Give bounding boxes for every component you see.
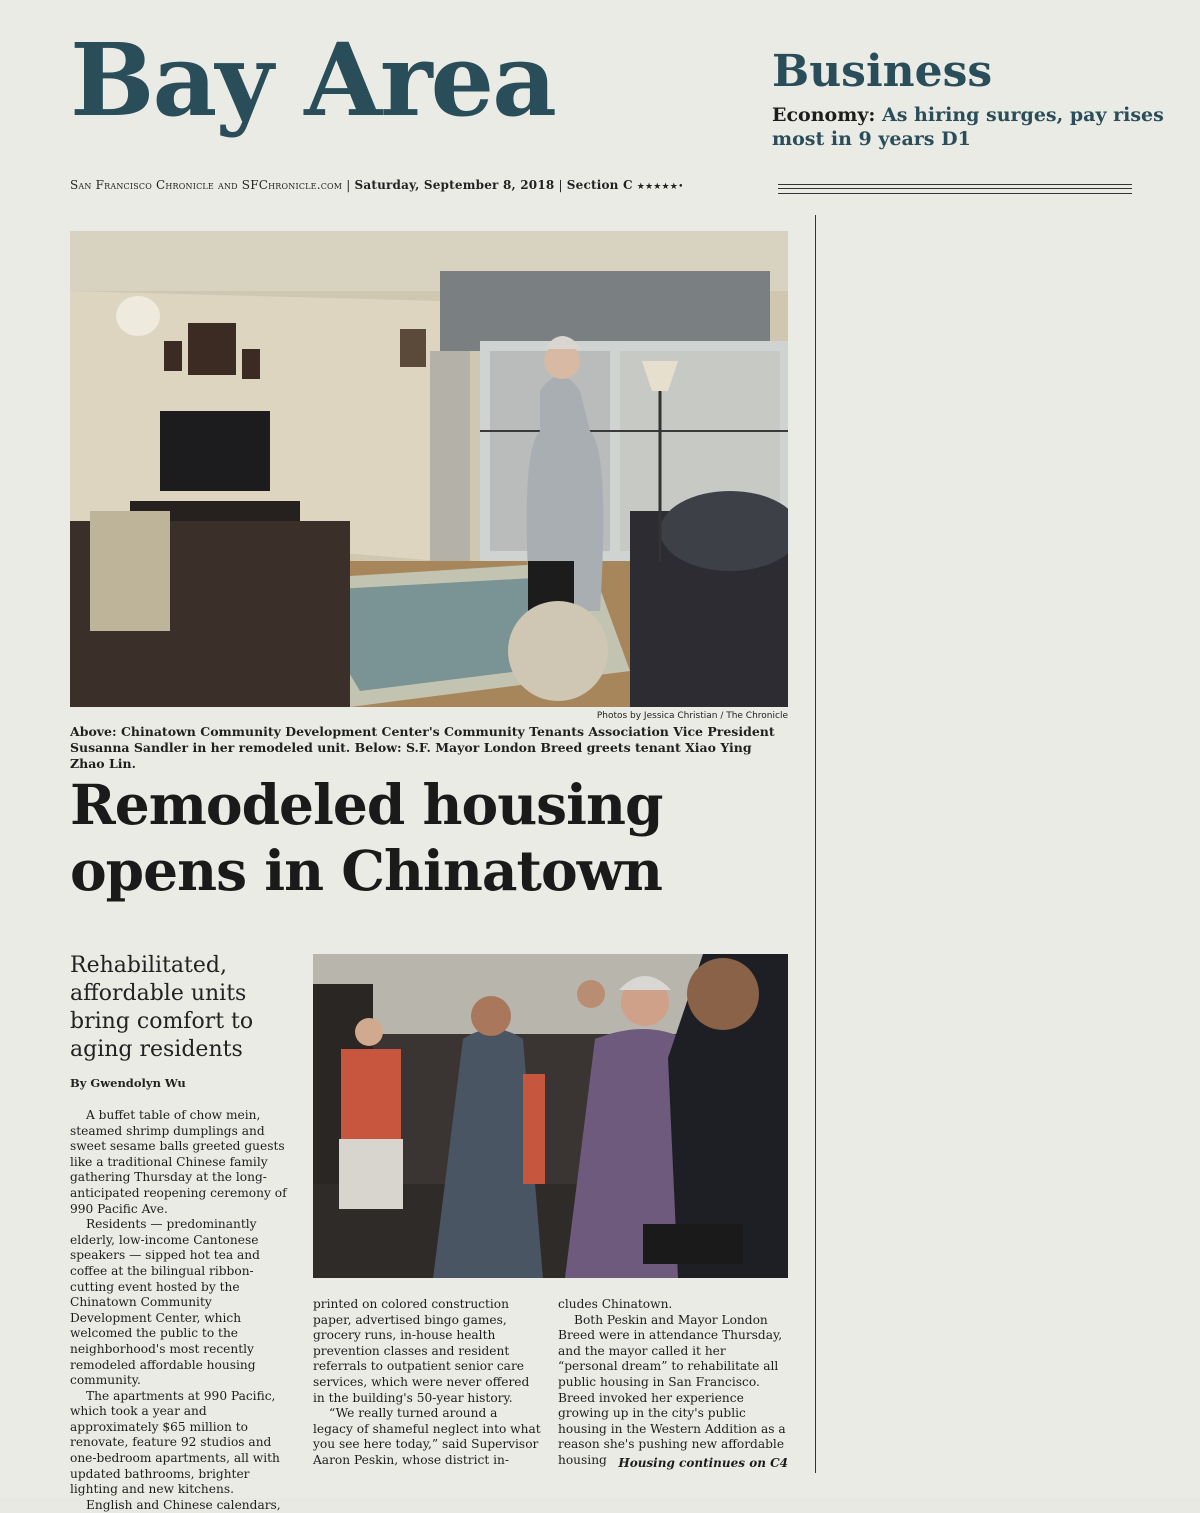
- article-paragraph: A buffet table of chow mein, steamed shrimp dumplings and sweet sesame balls greeted guests like a traditional Chinese family gathering Thursday at the long-anticipated reopening ceremony of 990 Pacific Ave.: [70, 1108, 287, 1216]
- business-teaser[interactable]: [772, 103, 1172, 151]
- column-divider: [815, 215, 816, 1473]
- dateline-sep: |: [558, 178, 567, 192]
- article-column-1: [70, 1108, 296, 1513]
- masthead-rules: [778, 184, 1132, 194]
- edition-stars: ★★★★★•: [636, 182, 684, 192]
- headline-line-1: Remodeled housing: [70, 772, 663, 837]
- article-paragraph: “We really turned around a legacy of shameful neglect into what you see here today,” said Supervisor Aaron Peskin, whose district in-: [313, 1406, 541, 1467]
- top-photo-living-room: [70, 231, 788, 707]
- article-column-2: [313, 1297, 541, 1469]
- issue-date: Saturday, September 8, 2018: [354, 178, 555, 192]
- article-paragraph: printed on colored construction paper, advertised bingo games, grocery runs, in-house health prevention classes and resident referrals to outpatient senior care services, which were never offered in the building's 50-year history.: [313, 1297, 530, 1405]
- business-section-title: Business: [772, 46, 993, 97]
- section-label: Section C: [566, 178, 633, 192]
- continuation-jump[interactable]: Housing continues on C4: [618, 1456, 788, 1470]
- photo-credit: Photos by Jessica Christian / The Chronicle: [596, 711, 788, 721]
- dateline: [70, 178, 684, 192]
- article-paragraph: Both Peskin and Mayor London Breed were in attendance Thursday, and the mayor called it her “personal dream” to rehabilitate all public housing in San Francisco. Breed invoked her experience growing up in the city's public housing in the Western Addition as a reason she's pushing new affordable housing: [558, 1312, 786, 1467]
- article-paragraph: cludes Chinatown.: [558, 1297, 673, 1311]
- bottom-photo-mayor-greeting: [313, 954, 788, 1278]
- article-headline[interactable]: [70, 772, 800, 904]
- article-dek: Rehabilitated, affordable units bring comfort to aging residents: [70, 953, 254, 1062]
- photo-caption: Above: Chinatown Community Development Center's Community Tenants Association Vice President Susanna Sandler in her remodeled unit. Below: S.F. Mayor London Breed greets tenant Xiao Ying Zhao Lin.: [70, 724, 775, 771]
- headline-line-2: opens in Chinatown: [70, 838, 662, 903]
- section-masthead: Bay Area: [70, 21, 555, 139]
- teaser-kicker: Economy:: [772, 104, 876, 126]
- article-paragraph: Residents — predominantly elderly, low-income Cantonese speakers — sipped hot tea and coffee at the bilingual ribbon-cutting event hosted by the Chinatown Community Development Center, which welcomed the public to the neighborhood's most recently remodeled affordable housing community.: [70, 1217, 260, 1388]
- paper-name: San Francisco Chronicle and SFChronicle.com: [70, 178, 343, 192]
- teaser-text: As hiring surges, pay rises most in 9 years D1: [772, 104, 1164, 150]
- article-paragraph: The apartments at 990 Pacific, which took a year and approximately $65 million to renovate, feature 92 studios and one-bedroom apartments, all with updated bathrooms, brighter lighting and new kitchens.: [70, 1388, 280, 1497]
- article-column-3: [558, 1297, 788, 1469]
- article-byline: By Gwendolyn Wu: [70, 1076, 186, 1090]
- dateline-sep: |: [346, 178, 355, 192]
- article-paragraph: English and Chinese calendars,: [86, 1497, 281, 1512]
